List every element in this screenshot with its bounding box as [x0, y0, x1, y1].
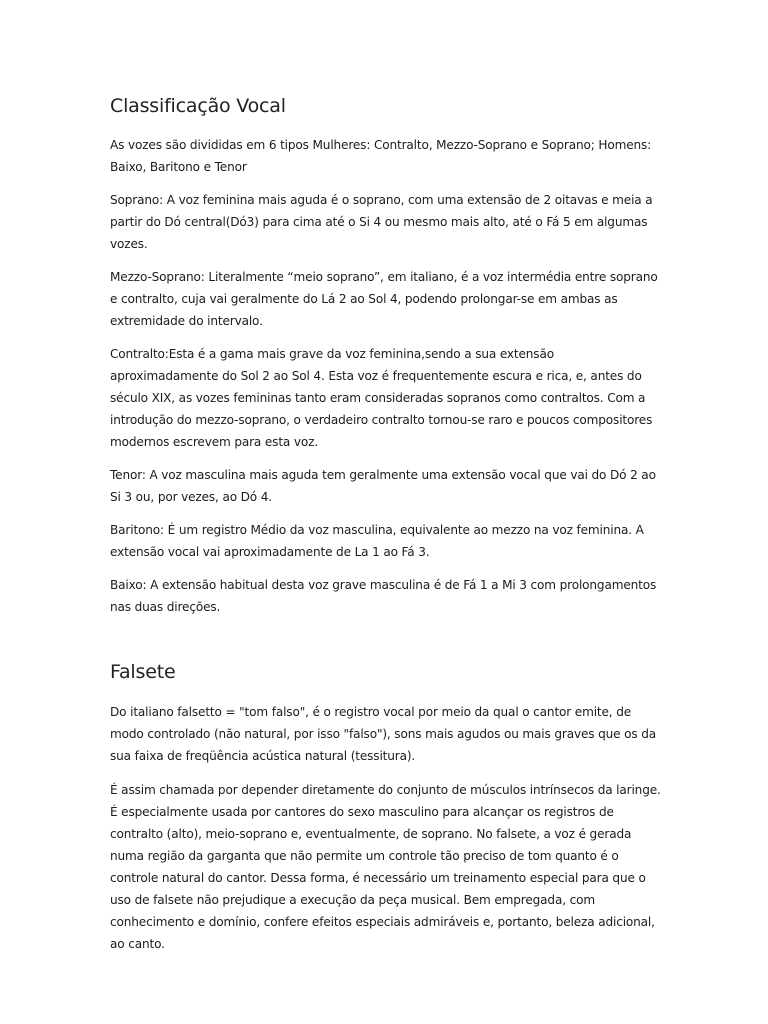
section-classificacao-vocal — [110, 134, 662, 618]
paragraph-tenor: Tenor: A voz masculina mais aguda tem geralmente uma extensão vocal que vai do Dó 2 ao Si 3 ou, por vezes, ao Dó 4. — [110, 468, 656, 504]
paragraph-baixo: Baixo: A extensão habitual desta voz grave masculina é de Fá 1 a Mi 3 com prolongamentos nas duas direções. — [110, 578, 657, 614]
paragraph-contralto: Contralto:Esta é a gama mais grave da voz feminina,sendo a sua extensão aproximadamente do Sol 2 ao Sol 4. Esta voz é frequentemente escura e rica, e, antes do século XIX, as vozes femininas tanto eram consideradas sopranos como contraltos. Com a introdução do mezzo-soprano, o verdadeiro contralto tornou-se raro e poucos compositores modernos escrevem para esta voz. — [110, 347, 653, 449]
paragraph-intro: As vozes são divididas em 6 tipos Mulheres: Contralto, Mezzo-Soprano e Soprano; Homens: Baixo, Baritono e Tenor — [110, 138, 652, 174]
paragraph-mezzo-soprano: Mezzo-Soprano: Literalmente “meio soprano”, em italiano, é a voz intermédia entre soprano e contralto, cuja vai geralmente do Lá 2 ao Sol 4, podendo prolongar-se em ambas as extremidade do intervalo. — [110, 270, 658, 328]
section-title-falsete: Falsete — [110, 661, 176, 683]
paragraph-soprano: Soprano: A voz feminina mais aguda é o soprano, com uma extensão de 2 oitavas e meia a partir do Dó central(Dó3) para cima até o Si 4 ou mesmo mais alto, até o Fá 5 em algumas vozes. — [110, 193, 653, 251]
section-falsete — [110, 701, 662, 955]
paragraph-falsete-definition: Do italiano falsetto = "tom falso", é o registro vocal por meio da qual o cantor emite, de modo controlado (não natural, por isso "falso"), sons mais agudos ou mais graves que os da sua faixa de freqüência acústica natural (tessitura). — [110, 705, 657, 763]
paragraph-baritono: Baritono: É um registro Médio da voz masculina, equivalente ao mezzo na voz feminina. A extensão vocal vai aproximadamente de La 1 ao Fá 3. — [110, 523, 644, 559]
paragraph-falsete-details: É assim chamada por depender diretamente do conjunto de músculos intrínsecos da laringe. É especialmente usada por cantores do sexo masculino para alcançar os registros de contralto (alto), meio-soprano e, eventualmente, de soprano. No falsete, a voz é gerada numa região da garganta que não permite um controle tão preciso de tom quanto é o controle natural do cantor. Dessa forma, é necessário um treinamento especial para que o uso de falsete não prejudique a execução da peça musical. Bem empregada, com conhecimento e domínio, confere efeitos especiais admiráveis e, portanto, beleza adicional, ao canto. — [110, 783, 661, 951]
document-page — [110, 92, 662, 967]
section-title-classificacao-vocal: Classificação Vocal — [110, 95, 286, 117]
